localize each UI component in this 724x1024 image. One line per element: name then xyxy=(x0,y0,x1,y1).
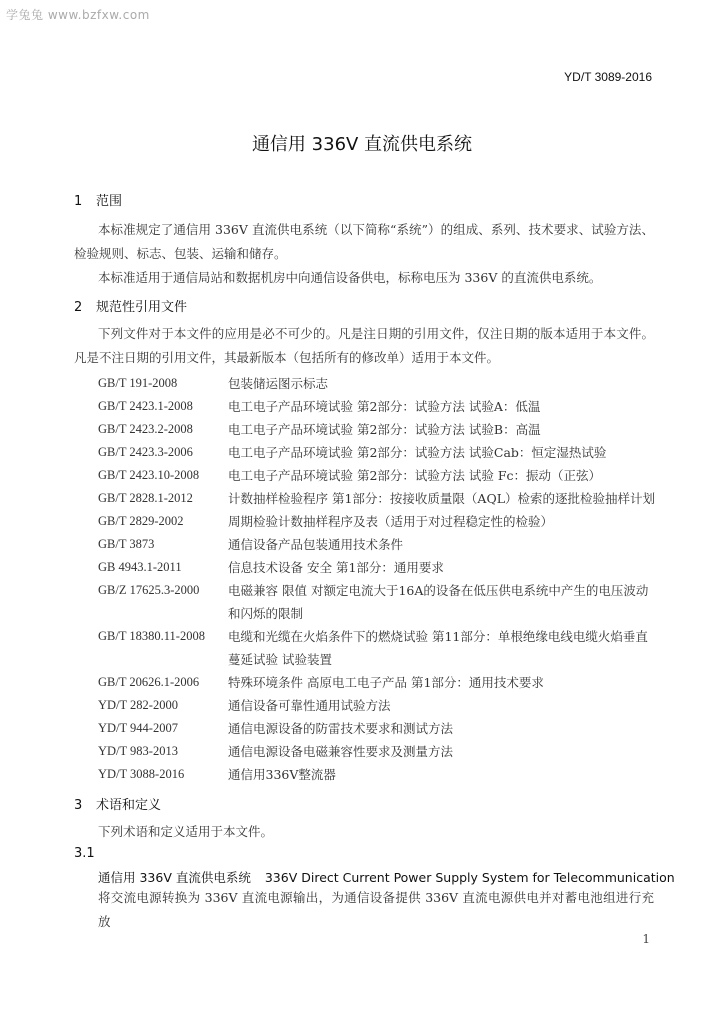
reference-name: 电工电子产品环境试验 第2部分：试验方法 试验B：高温 xyxy=(228,422,541,437)
section-number: 2 xyxy=(74,300,83,315)
reference-item xyxy=(98,625,658,671)
reference-item xyxy=(98,556,658,579)
term-heading xyxy=(98,868,675,886)
reference-name: 通信设备可靠性通用试验方法 xyxy=(228,698,391,713)
reference-name: 电工电子产品环境试验 第2部分：试验方法 试验Cab：恒定湿热试验 xyxy=(228,445,607,460)
reference-code: YD/T 944-2007 xyxy=(98,721,178,735)
reference-code: YD/T 282-2000 xyxy=(98,698,178,712)
reference-item xyxy=(98,740,658,763)
reference-name: 计数抽样检验程序 第1部分：按接收质量限（AQL）检索的逐批检验抽样计划 xyxy=(228,491,656,506)
reference-name: 特殊环境条件 高原电工电子产品 第1部分：通用技术要求 xyxy=(228,675,544,690)
section-number: 3 xyxy=(74,798,83,813)
reference-item xyxy=(98,533,658,556)
page-number: 1 xyxy=(642,932,650,946)
reference-name: 电工电子产品环境试验 第2部分：试验方法 试验 Fc：振动（正弦） xyxy=(228,468,602,483)
reference-code: GB/T 2423.2-2008 xyxy=(98,422,193,436)
reference-item xyxy=(98,395,658,418)
term-chinese-name: 通信用 336V 直流供电系统 xyxy=(98,870,251,885)
section-title: 范围 xyxy=(96,194,123,209)
standard-code: YD/T 3089-2016 xyxy=(564,70,652,84)
reference-code: YD/T 983-2013 xyxy=(98,744,178,758)
watermark: 学兔兔 www.bzfxw.com xyxy=(6,8,150,22)
reference-item xyxy=(98,579,658,625)
section-number: 1 xyxy=(74,194,83,209)
reference-item xyxy=(98,510,658,533)
reference-code: YD/T 3088-2016 xyxy=(98,767,185,781)
term-number: 3.1 xyxy=(74,846,95,861)
reference-list xyxy=(98,372,658,786)
reference-name: 通信设备产品包装通用技术条件 xyxy=(228,537,404,552)
reference-code: GB/T 2423.1-2008 xyxy=(98,399,193,413)
section-1-heading xyxy=(74,190,122,209)
terms-intro: 下列术语和定义适用于本文件。 xyxy=(98,824,274,839)
reference-name: 通信电源设备电磁兼容性要求及测量方法 xyxy=(228,744,454,759)
reference-name: 电缆和光缆在火焰条件下的燃烧试验 第11部分：单根绝缘电线电缆火焰垂直蔓延试验 试验装置 xyxy=(228,629,648,667)
section-title: 规范性引用文件 xyxy=(96,300,188,315)
reference-code: GB/T 2423.10-2008 xyxy=(98,468,200,482)
term-definition: 将交流电源转换为 336V 直流电源输出，为通信设备提供 336V 直流电源供电并对蓄电池组进行充放 xyxy=(98,890,654,929)
reference-code: GB/T 191-2008 xyxy=(98,376,178,390)
scope-paragraph-1: 本标准规定了通信用 336V 直流供电系统（以下简称“系统”）的组成、系列、技术要求、试验方法、检验规则、标志、包装、运输和储存。 xyxy=(74,222,654,261)
reference-name: 信息技术设备 安全 第1部分：通用要求 xyxy=(228,560,444,575)
reference-name: 包装储运图示标志 xyxy=(228,376,329,391)
reference-code: GB 4943.1-2011 xyxy=(98,560,182,574)
reference-item xyxy=(98,671,658,694)
reference-item xyxy=(98,717,658,740)
reference-code: GB/T 2423.3-2006 xyxy=(98,445,193,459)
reference-name: 电工电子产品环境试验 第2部分：试验方法 试验A：低温 xyxy=(228,399,541,414)
reference-name: 周期检验计数抽样程序及表（适用于对过程稳定性的检验） xyxy=(228,514,554,529)
reference-code: GB/T 2829-2002 xyxy=(98,514,184,528)
references-intro: 下列文件对于本文件的应用是必不可少的。凡是注日期的引用文件，仅注日期的版本适用于本文件。凡是不注日期的引用文件，其最新版本（包括所有的修改单）适用于本文件。 xyxy=(74,326,654,365)
reference-item xyxy=(98,763,658,786)
reference-item xyxy=(98,464,658,487)
reference-item xyxy=(98,694,658,717)
reference-name: 通信电源设备的防雷技术要求和测试方法 xyxy=(228,721,454,736)
reference-code: GB/T 18380.11-2008 xyxy=(98,629,205,643)
section-3-heading xyxy=(74,794,161,813)
reference-item xyxy=(98,418,658,441)
reference-code: GB/T 2828.1-2012 xyxy=(98,491,193,505)
reference-code: GB/T 3873 xyxy=(98,537,155,551)
reference-code: GB/Z 17625.3-2000 xyxy=(98,583,200,597)
reference-name: 电磁兼容 限值 对额定电流大于16A的设备在低压供电系统中产生的电压波动和闪烁的限制 xyxy=(228,583,649,621)
reference-item xyxy=(98,372,658,395)
section-title: 术语和定义 xyxy=(96,798,162,813)
reference-name: 通信用336V整流器 xyxy=(228,767,336,782)
scope-paragraph-2: 本标准适用于通信局站和数据机房中向通信设备供电，标称电压为 336V 的直流供电系统。 xyxy=(98,270,602,285)
term-english-name: 336V Direct Current Power Supply System for Telecommunication xyxy=(264,870,675,885)
reference-code: GB/T 20626.1-2006 xyxy=(98,675,200,689)
reference-item xyxy=(98,441,658,464)
reference-item xyxy=(98,487,658,510)
document-title: 通信用 336V 直流供电系统 xyxy=(251,134,473,155)
section-2-heading xyxy=(74,296,187,315)
